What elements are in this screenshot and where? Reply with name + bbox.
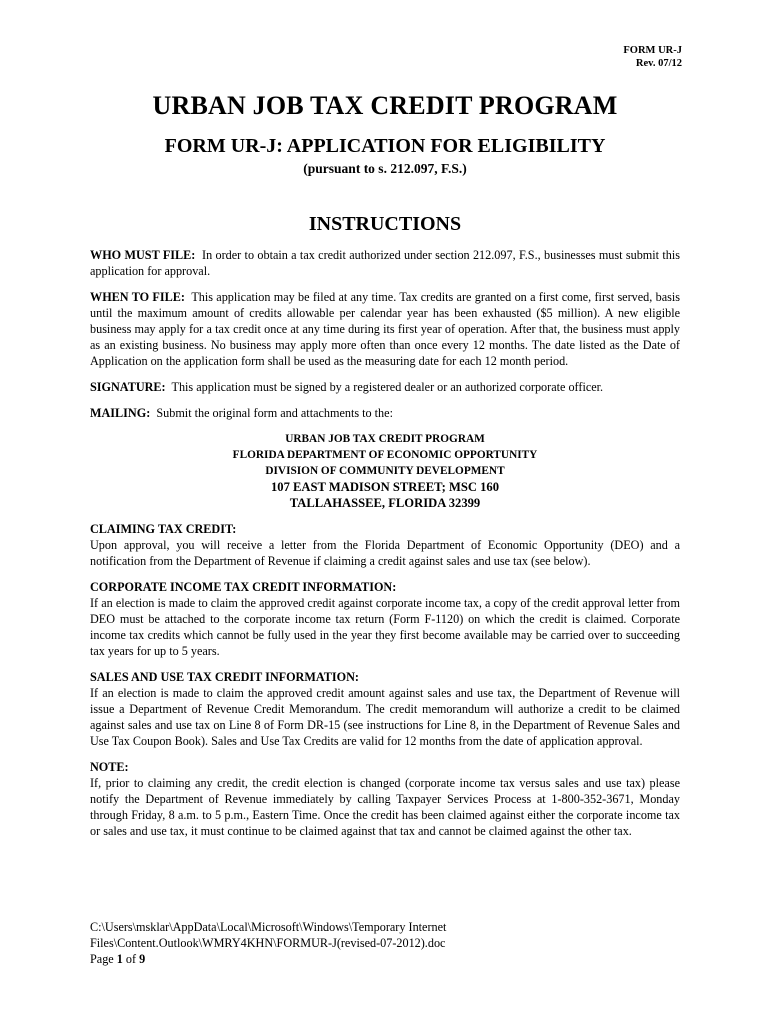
sales-text: If an election is made to claim the approved credit amount against sales and use tax, the Department of Revenue will issue a Department of Revenue Credit Memorandum. The credit memorandum will authorize a credit to be claimed against sales and use tax on Line 8 of Form DR-15 (see instructions for Line 8, in the Department of Revenue Sales and Use Tax Coupon Book). Sales and Use Tax Credits are valid for 12 months from the date of application approval. (90, 686, 680, 748)
sales-section (90, 669, 680, 749)
page-total: 9 (139, 952, 146, 966)
when-to-file-text: This application may be filed at any time. Tax credits are granted on a first come, first served, basis until the maximum amount of credits allowable per calendar year has been exhausted ($5 million). A new eligible business may apply for a tax credit once at any time during its first year of operation. After that, the business must apply as an existing business. No business may apply more often than once every 12 months. The date listed as the Date of Application on the application form shall be used as the measuring date for each 12 month period. (90, 290, 680, 368)
page-number (90, 951, 446, 967)
page-footer (90, 919, 446, 967)
file-path-line: Files\Content.Outlook\WMRY4KHN\FORMUR-J(revised-07-2012).doc (90, 936, 446, 950)
mailing-text: Submit the original form and attachments to the: (156, 406, 393, 420)
form-identifier (623, 44, 682, 70)
address-line: FLORIDA DEPARTMENT OF ECONOMIC OPPORTUNITY (232, 449, 538, 461)
claiming-section (90, 521, 680, 569)
claiming-label: CLAIMING TAX CREDIT: (90, 522, 237, 536)
claiming-text: Upon approval, you will receive a letter from the Florida Department of Economic Opportunity (DEO) and a notification from the Department of Revenue if claiming a credit against sales and use tax (see below). (90, 538, 680, 568)
corporate-label: CORPORATE INCOME TAX CREDIT INFORMATION: (90, 580, 397, 594)
signature-label: SIGNATURE: (90, 380, 166, 394)
when-to-file-paragraph (90, 289, 680, 369)
statute-reference: (pursuant to s. 212.097, F.S.) (303, 161, 467, 176)
page-of: of (125, 952, 137, 966)
form-revision: Rev. 07/12 (635, 58, 682, 69)
who-must-file-text: In order to obtain a tax credit authorized under section 212.097, F.S., businesses must submit this application for approval. (90, 248, 680, 278)
signature-text: This application must be signed by a registered dealer or an authorized corporate officer. (171, 380, 604, 394)
file-path-line: C:\Users\msklar\AppData\Local\Microsoft\Windows\Temporary Internet (90, 920, 447, 934)
page-current: 1 (116, 952, 123, 966)
note-text: If, prior to claiming any credit, the credit election is changed (corporate income tax versus sales and use tax) please notify the Department of Revenue immediately by calling Taxpayer Services Process at 1-800-352-3671, Monday through Friday, 8 a.m. to 5 p.m., Eastern Time. Once the credit has been claimed against either the corporate income tax or sales and use tax, it must continue to be claimed against that tax and cannot be claimed against the other tax. (90, 776, 680, 838)
page-prefix: Page (90, 952, 114, 966)
page-title: URBAN JOB TAX CREDIT PROGRAM (152, 91, 618, 120)
signature-paragraph (90, 379, 680, 395)
form-subtitle: FORM UR-J: APPLICATION FOR ELIGIBILITY (164, 135, 606, 157)
address-line: URBAN JOB TAX CREDIT PROGRAM (285, 433, 485, 445)
address-line: 107 EAST MADISON STREET; MSC 160 (270, 480, 499, 494)
address-line: TALLAHASSEE, FLORIDA 32399 (289, 496, 481, 510)
form-code: FORM UR-J (623, 45, 682, 56)
instructions-heading: INSTRUCTIONS (308, 213, 462, 235)
address-line: DIVISION OF COMMUNITY DEVELOPMENT (265, 465, 505, 477)
note-section (90, 759, 680, 839)
corporate-text: If an election is made to claim the approved credit against corporate income tax, a copy of the credit approval letter from DEO must be attached to the corporate income tax return (Form F-1120) on which the credit is claimed. Corporate income tax credits which cannot be fully used in the year they first become available may be carried over to succeeding tax years for up to 5 years. (90, 596, 680, 658)
mailing-address (90, 431, 680, 511)
sales-label: SALES AND USE TAX CREDIT INFORMATION: (90, 670, 359, 684)
mailing-paragraph (90, 405, 680, 421)
who-must-file-label: WHO MUST FILE: (90, 248, 196, 262)
who-must-file-paragraph (90, 247, 680, 279)
mailing-label: MAILING: (90, 406, 151, 420)
note-label: NOTE: (90, 760, 129, 774)
instructions-body (90, 247, 680, 839)
corporate-section (90, 579, 680, 659)
when-to-file-label: WHEN TO FILE: (90, 290, 185, 304)
